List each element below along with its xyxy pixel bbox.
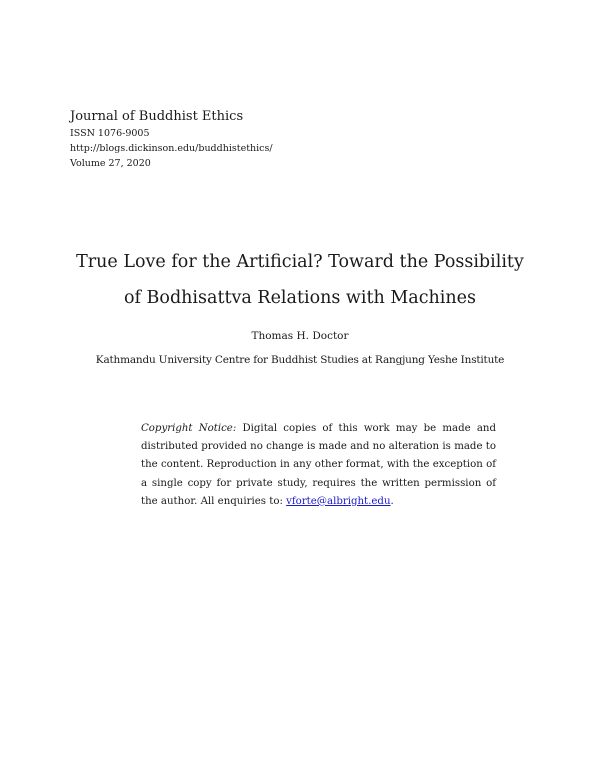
author-name: Thomas H. Doctor	[251, 330, 349, 342]
copyright-notice-text: Digital copies of this work may be made and distributed provided no change is made and no alteration is made to the content. Reproduction in any other format, with the exception of a single copy for private study, requires the written permission of the author. All enquiries to:	[141, 423, 496, 507]
paper-title-line-2: of Bodhisattva Relations with Machines	[123, 288, 477, 308]
copyright-notice	[141, 420, 496, 511]
journal-issn: ISSN 1076-9005	[70, 128, 150, 139]
email-link[interactable]: vforte@albright.edu	[286, 495, 391, 507]
author-affiliation: Kathmandu University Centre for Buddhist Studies at Rangjung Yeshe Institute	[95, 354, 505, 366]
copyright-notice-label: Copyright Notice:	[141, 423, 237, 434]
journal-url: http://blogs.dickinson.edu/buddhistethics/	[70, 143, 273, 154]
copyright-notice-end: .	[390, 495, 394, 507]
journal-name: Journal of Buddhist Ethics	[70, 109, 244, 124]
paper-title-line-1: True Love for the Artificial? Toward the Possibility	[76, 252, 524, 272]
journal-header	[70, 108, 273, 171]
paper-title	[40, 244, 560, 316]
journal-volume: Volume 27, 2020	[70, 158, 151, 169]
